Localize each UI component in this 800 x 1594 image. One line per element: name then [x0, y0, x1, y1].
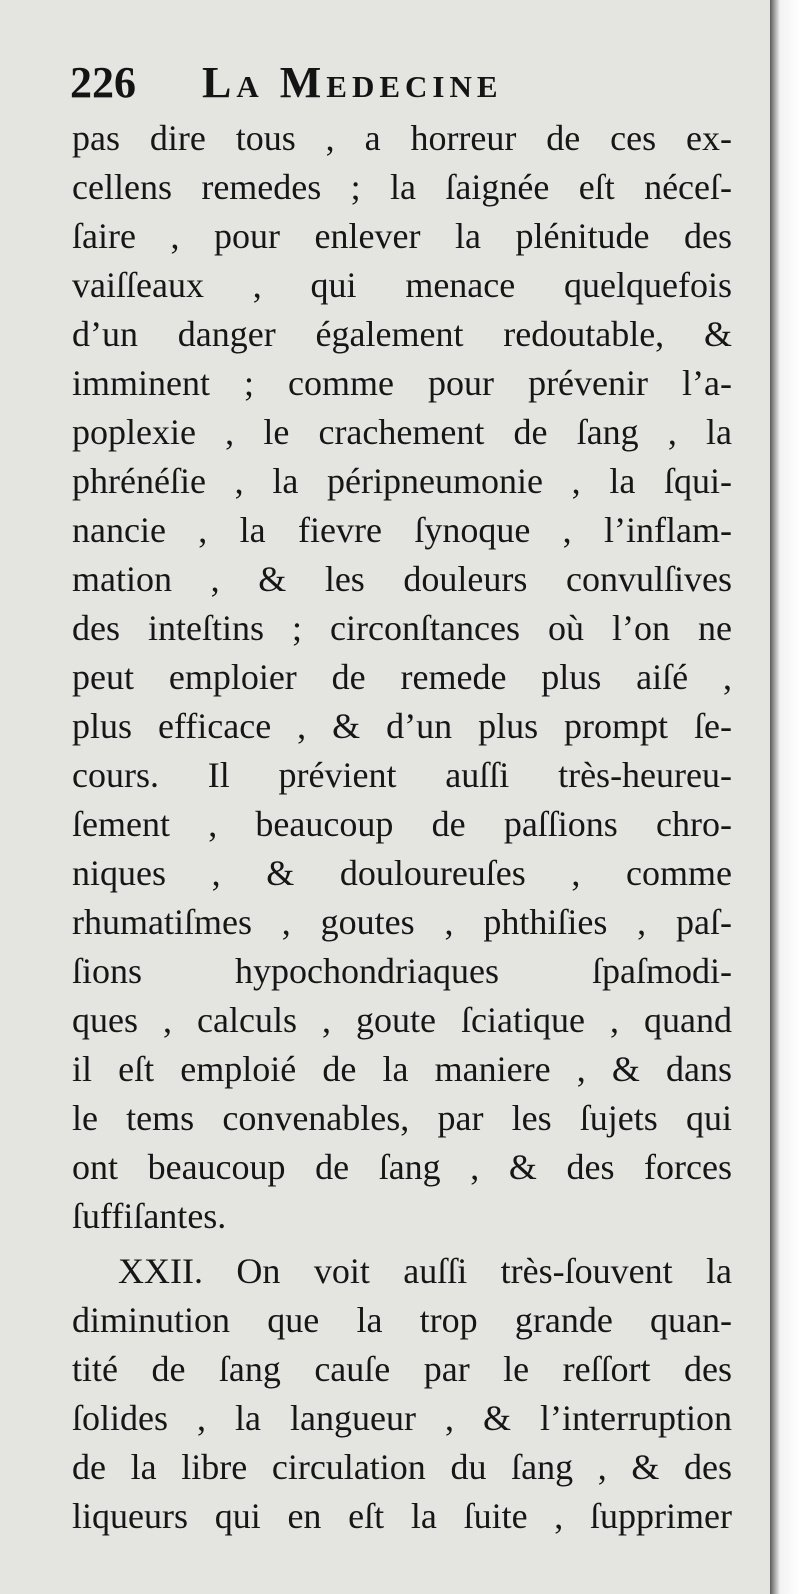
text-line-21: le tems convenables, par les ſujets qui — [72, 1098, 732, 1138]
text-line-11: des inteſtins ; circonſtances où l’on ne — [72, 608, 732, 648]
text-line-2: cellens remedes ; la ſaignée eſt néceſ- — [72, 167, 732, 207]
text-line-9: nancie , la fievre ſynoque , l’inflam- — [72, 510, 732, 550]
text-line-29: liqueurs qui en eſt la ſuite , ſupprimer — [72, 1496, 732, 1536]
text-line-1: pas dire tous , a horreur de ces ex- — [72, 118, 732, 158]
text-line-25: diminution que la trop grande quan- — [72, 1300, 732, 1340]
text-line-8: phrénéſie , la péripneumonie , la ſqui- — [72, 461, 732, 501]
text-line-17: rhumatiſmes , goutes , phthiſies , paſ- — [72, 902, 732, 942]
running-title: La Medecine — [202, 58, 503, 107]
text-line-5: d’un danger également redoutable, & — [72, 314, 732, 354]
text-line-7: poplexie , le crachement de ſang , la — [72, 412, 732, 452]
paragraph-xxii-first-line: XXII. On voit auſſi très-ſouvent la — [118, 1251, 732, 1291]
text-line-22: ont beaucoup de ſang , & des forces — [72, 1147, 732, 1187]
text-line-10: mation , & les douleurs convulſives — [72, 559, 732, 599]
text-line-15: ſement , beaucoup de paſſions chro- — [72, 804, 732, 844]
text-line-6: imminent ; comme pour prévenir l’a- — [72, 363, 732, 403]
text-line-26: tité de ſang cauſe par le reſſort des — [72, 1349, 732, 1389]
text-line-3: ſaire , pour enlever la plénitude des — [72, 216, 732, 256]
text-line-4: vaiſſeaux , qui menace quelquefois — [72, 265, 732, 305]
page-header — [70, 58, 730, 108]
text-line-12: peut emploier de remede plus aiſé , — [72, 657, 732, 697]
text-line-28: de la libre circulation du ſang , & des — [72, 1447, 732, 1487]
text-line-23: ſuffiſantes. — [72, 1196, 227, 1236]
text-line-18: ſions hypochondriaques ſpaſmodi- — [72, 951, 732, 991]
text-line-19: ques , calculs , goute ſciatique , quand — [72, 1000, 732, 1040]
text-line-16: niques , & douloureuſes , comme — [72, 853, 732, 893]
text-line-20: il eſt emploié de la maniere , & dans — [72, 1049, 732, 1089]
page-edge-shadow — [770, 0, 800, 1594]
text-line-27: ſolides , la langueur , & l’interruption — [72, 1398, 732, 1438]
page-number: 226 — [70, 58, 136, 107]
text-line-13: plus efficace , & d’un plus prompt ſe- — [72, 706, 732, 746]
text-line-14: cours. Il prévient auſſi très-heureu- — [72, 755, 732, 795]
